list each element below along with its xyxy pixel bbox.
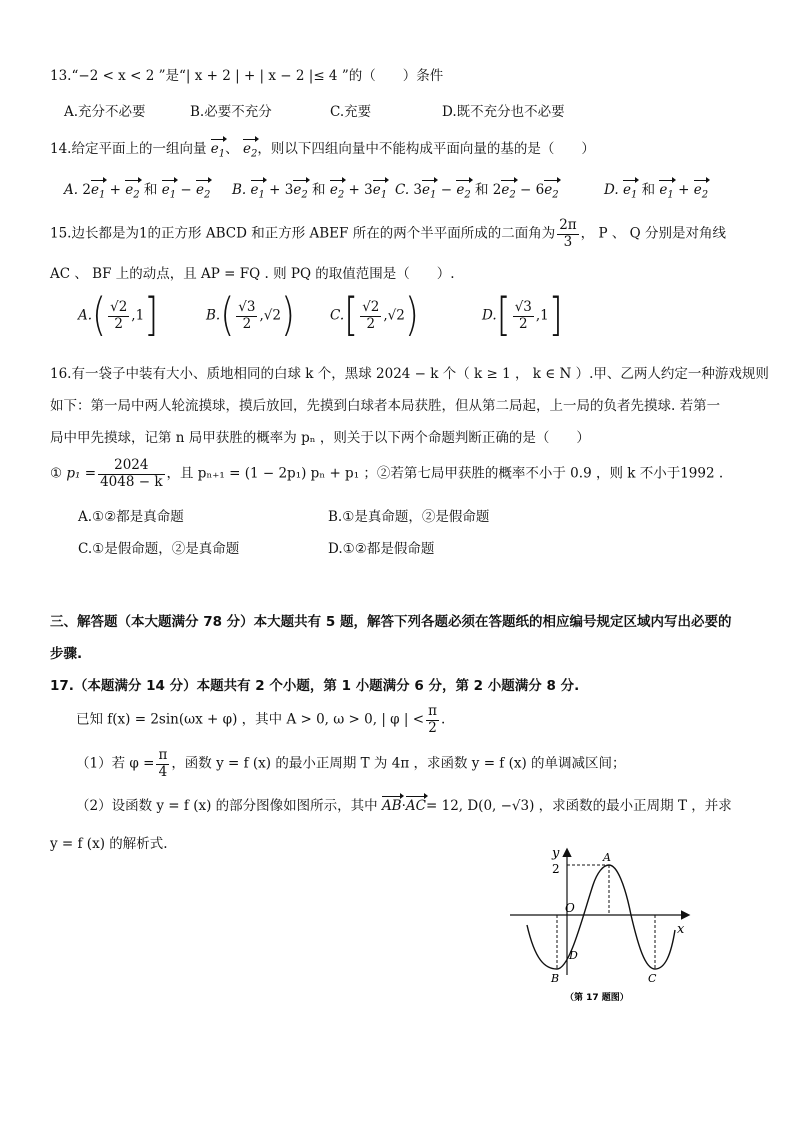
q17-part-2: （2）设函数 y = f (x) 的部分图像如图所示，其中 AB·AC= 12, D(0, −√3) ，求函数的最小正周期 T ，并求 bbox=[76, 798, 732, 814]
vector-ac: AC bbox=[405, 798, 426, 814]
q15-option-a[interactable]: A.( $\frac{√2}{2}$ ,1] bbox=[78, 289, 159, 341]
q17-given: 已知 f(x) = 2sin(ωx + φ) ，其中 A > 0, ω > 0, | φ | < $\frac{\pi}{2}$ . bbox=[76, 703, 446, 736]
q13-condition-1: “−2 < x < 2 ” bbox=[71, 68, 166, 84]
point-a-label: A bbox=[603, 851, 611, 864]
q14-option-a[interactable]: A. $2e_1 + e_2$ 和 $e_1 - e_2$ bbox=[64, 182, 211, 201]
q13-is: 是 bbox=[165, 68, 179, 84]
q13-condition-2: “| x + 2 | + | x − 2 |≤ 4 ” bbox=[178, 68, 349, 84]
q17-figure bbox=[505, 845, 695, 1005]
q16-option-b[interactable]: B.①是真命题，②是假命题 bbox=[328, 509, 490, 525]
point-b-label: B bbox=[551, 972, 560, 985]
q14-text-b: ，则以下四组向量中不能构成平面向量的基的是（ ） bbox=[257, 141, 595, 157]
origin-label: O bbox=[565, 901, 575, 915]
q17-part-2-cont: y = f (x) 的解析式. bbox=[50, 836, 168, 852]
q15-text-b: ， P 、 Q 分别是对角线 bbox=[580, 225, 726, 242]
q15-stem-line-1 bbox=[50, 218, 726, 250]
q15-text-a: 15.边长都是为1的正方形 ABCD 和正方形 ABEF 所在的两个半平面所成的二面角为 bbox=[50, 225, 556, 242]
q14-option-c[interactable]: C. $3e_1 - e_2$ 和 $2e_2 - 6e_2$ bbox=[395, 182, 559, 201]
q15-stem-line-2: AC 、 BF 上的动点，且 AP = FQ . 则 PQ 的取值范围是（ ）. bbox=[50, 266, 455, 282]
tick-2: 2 bbox=[552, 862, 560, 876]
q15-option-c[interactable]: C.[ $\frac{√2}{2}$ ,√2) bbox=[330, 289, 419, 341]
q14-text-a: 14.给定平面上的一组向量 bbox=[50, 141, 207, 157]
q15-option-d[interactable]: D.[ $\frac{√3}{2}$ ,1] bbox=[482, 289, 563, 341]
q13-option-a[interactable]: A.充分不必要 bbox=[64, 104, 146, 120]
q13-tail: 的（ ）条件 bbox=[348, 68, 444, 84]
vector-e2: $e_2$ bbox=[242, 141, 258, 160]
q13-option-b[interactable]: B.必要不充分 bbox=[190, 104, 272, 120]
q13-option-c[interactable]: C.充要 bbox=[330, 104, 372, 120]
section-3-heading: 三、解答题（本大题满分 78 分）本大题共有 5 题，解答下列各题必须在答题纸的相应编号规定区域内写出必要的 bbox=[50, 614, 732, 630]
q16-statements: ① p₁ = $\frac{2024}{4048 - k}$ ，且 pₙ₊₁ = (1 − 2p₁) pₙ + p₁ ；②若第七局甲获胜的概率不小于 0.9 ，则 k 不小于1992 . bbox=[50, 457, 724, 490]
q13-option-d[interactable]: D.既不充分也不必要 bbox=[442, 104, 565, 120]
q16-option-c[interactable]: C.①是假命题，②是真命题 bbox=[78, 541, 240, 557]
figure-caption: （第 17 题图） bbox=[565, 993, 629, 1003]
q15-angle-fraction: $\frac{2\pi}{3}$ bbox=[559, 217, 577, 250]
q14-sep: 、 bbox=[225, 141, 239, 157]
point-d-label: D bbox=[569, 949, 578, 962]
y-label: y bbox=[552, 846, 560, 861]
q14-option-b[interactable]: B. $e_1 + 3e_2$ 和 $e_2 + 3e_1$ bbox=[232, 182, 388, 201]
point-c-label: C bbox=[648, 972, 657, 985]
q16-line-3: 局中甲先摸球，记第 n 局甲获胜的概率为 pₙ ，则关于以下两个命题判断正确的是（ ） bbox=[50, 430, 590, 446]
q16-p1-fraction: $\frac{2024}{4048 - k}$ bbox=[100, 457, 163, 490]
vector-ab: AB bbox=[381, 798, 402, 814]
q13-number: 13. bbox=[50, 68, 72, 84]
section-3-heading-cont: 步骤. bbox=[50, 646, 83, 662]
q16-option-d[interactable]: D.①②都是假命题 bbox=[328, 541, 435, 557]
q17-heading: 17.（本题满分 14 分）本题共有 2 个小题，第 1 小题满分 6 分，第 2 小题满分 8 分. bbox=[50, 678, 580, 694]
q17-part-1: （1）若 φ = $\frac{\pi}{4}$ ，函数 y = f (x) 的最小正周期 T 为 4π ，求函数 y = f (x) 的单调减区间； bbox=[76, 747, 626, 780]
q13-stem bbox=[50, 64, 443, 84]
q14-stem bbox=[50, 137, 595, 160]
q15-option-b[interactable]: B.( $\frac{√3}{2}$ ,√2) bbox=[206, 289, 295, 341]
q16-line-2: 如下：第一局中两人轮流摸球，摸后放回，先摸到白球者本局获胜，但从第二局起，上一局的负者先摸球. 若第一 bbox=[50, 398, 721, 414]
q16-line-1: 16.有一袋子中装有大小、质地相同的白球 k 个，黑球 2024 − k 个（ k ≥ 1 ， k ∈ N ）.甲、乙两人约定一种游戏规则 bbox=[50, 366, 769, 382]
x-label: x bbox=[677, 922, 685, 937]
q16-option-a[interactable]: A.①②都是真命题 bbox=[78, 509, 184, 525]
sine-curve bbox=[527, 865, 675, 969]
q14-option-d[interactable]: D. $e_1$ 和 $e_1 + e_2$ bbox=[604, 182, 709, 201]
vector-e1: $e_1$ bbox=[210, 141, 226, 160]
